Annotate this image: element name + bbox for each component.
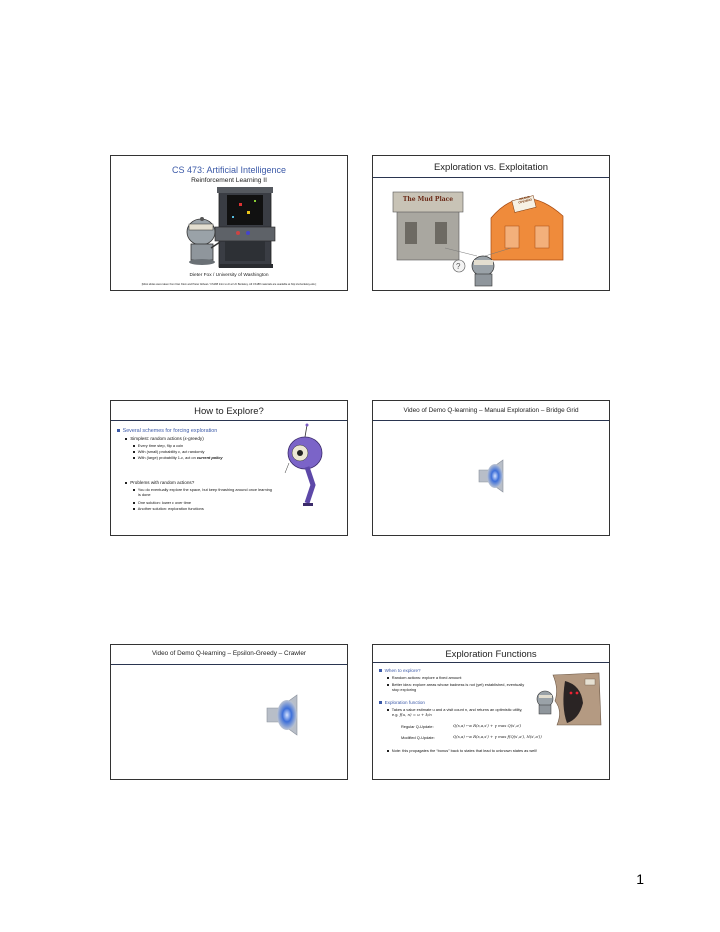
slide-5 [110, 644, 348, 780]
regular-update-label: Regular Q-Update: [401, 724, 434, 729]
sub-bullet: With (large) probability 1-ε, act on current policy [133, 455, 283, 460]
slide-5-rule [111, 664, 347, 665]
arcade-robot-illustration [111, 156, 349, 292]
bullet-heading: Several schemes for forcing exploration [117, 428, 287, 435]
sub-bullet: With (small) probability ε, act randomly [133, 449, 283, 454]
slide-2 [372, 155, 610, 291]
svg-text:?: ? [456, 262, 461, 271]
modified-update-label: Modified Q-Update: [401, 735, 435, 740]
slide-6-title: Exploration Functions [445, 649, 537, 660]
sign-mud-place: The Mud Place [402, 196, 454, 203]
bullet-item: Note: this propagates the “bonus” back to states that lead to unknown states as well! [387, 748, 607, 753]
bullet-item: Problems with random actions? [125, 480, 285, 486]
slide-4 [372, 400, 610, 536]
sub-bullet: You do eventually explore the space, but keep thrashing around once learning is done [133, 487, 274, 497]
slide-1-title: CS 473: Artificial Intelligence [171, 165, 287, 175]
slide-1-author: Dieter Fox / University of Washington [189, 273, 269, 278]
sign-grand-opening: GRAND OPENING [518, 194, 533, 205]
slide-2-title: Exploration vs. Exploitation [433, 162, 549, 173]
bullet-heading: Exploration function [379, 700, 529, 706]
slide-4-rule [373, 420, 609, 421]
bullet-item: Simplest: random actions (ε-greedy) [125, 436, 285, 442]
slide-5-title: Video of Demo Q-learning – Epsilon-Greedy – Crawler [151, 650, 307, 657]
slide-6 [372, 644, 610, 780]
slide-1 [110, 155, 348, 291]
bullet-item: Random actions: explore a fixed amount [387, 675, 537, 680]
slide-1-subtitle: Reinforcement Learning II [191, 177, 267, 184]
regular-update-formula: Q(s,a) ←α R(s,a,s′) + γ max Q(s′,a′) [453, 723, 522, 728]
speaker-icon[interactable] [475, 456, 515, 496]
slide-6-rule [373, 662, 609, 663]
sub-bullet: Another solution: exploration functions [133, 506, 283, 511]
formula-f: f(u, n) = u + k/n [399, 712, 432, 718]
bullet-item: Takes a value estimate u and a visit count n, and returns an optimistic utility, e.g. f(u, n) = u + k/n [387, 707, 528, 717]
modified-update-formula: Q(s,a) ←α R(s,a,s′) + γ max f(Q(s′,a′), N(s′,a′)) [453, 734, 542, 739]
restaurants-robot-illustration [373, 156, 611, 292]
sub-bullet: Every time step, flip a coin [133, 443, 283, 448]
bullet-heading: When to explore? [379, 668, 529, 674]
slide-3-title: How to Explore? [194, 406, 264, 417]
speaker-icon[interactable] [263, 691, 311, 739]
bullet-item: Better idea: explore areas whose badness is not (yet) established, eventually stop exploring [387, 682, 528, 692]
sub-bullet: One solution: lower ε over time [133, 500, 283, 505]
slide-1-footnote: [Most slides were taken from Dan Klein and Pieter Abbeel / CS188 Intro to AI at UC Berkeley. All CS188 materials are available at http://ai.berkeley.edu.] [141, 283, 317, 286]
page-number: 1 [636, 871, 644, 887]
cave-robot-illustration [533, 671, 603, 727]
slide-3 [110, 400, 348, 536]
slide-4-title: Video of Demo Q-learning – Manual Exploration – Bridge Grid [403, 407, 579, 414]
purple-robot-illustration [279, 423, 329, 513]
slide-3-rule [111, 420, 347, 421]
